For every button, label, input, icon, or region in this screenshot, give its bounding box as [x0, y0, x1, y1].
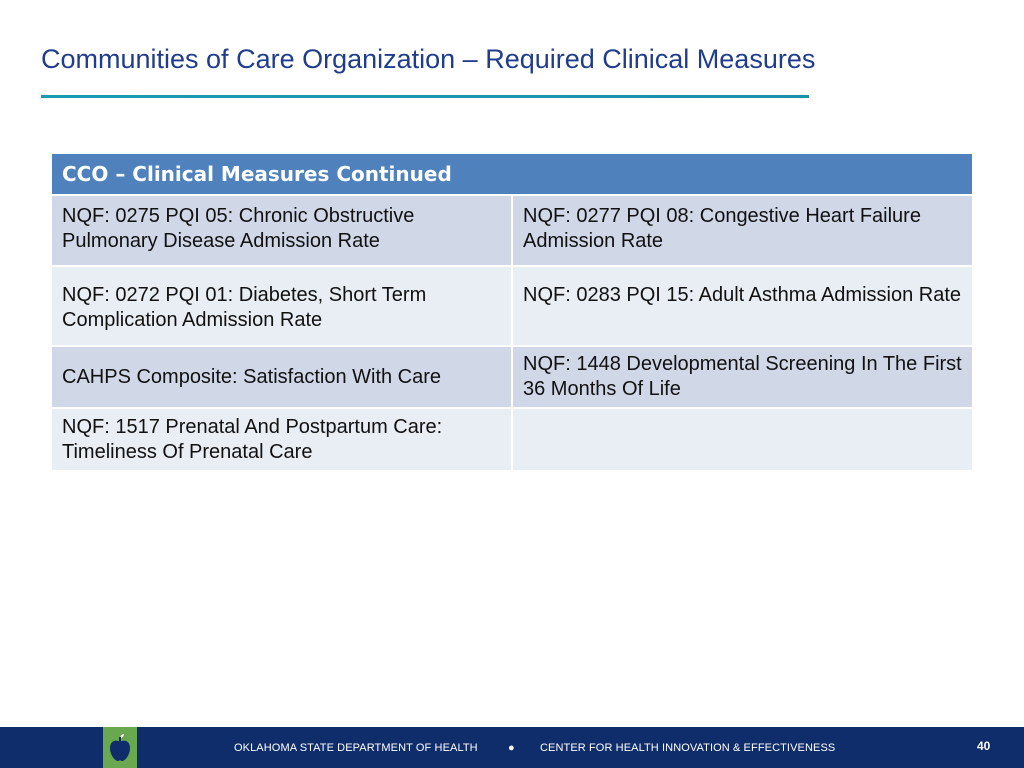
table-header: CCO – Clinical Measures Continued: [52, 154, 972, 195]
table-row: [52, 408, 972, 471]
table-cell: [512, 408, 972, 471]
footer-organization: OKLAHOMA STATE DEPARTMENT OF HEALTH: [234, 742, 478, 754]
page-title: Communities of Care Organization – Required Clinical Measures: [41, 44, 816, 74]
table-header-row: [52, 154, 972, 195]
table-row: [52, 195, 972, 266]
page-number: 40: [977, 739, 991, 753]
table-cell: NQF: 0275 PQI 05: Chronic Obstructive Pulmonary Disease Admission Rate: [52, 195, 512, 266]
table-row: [52, 346, 972, 408]
title-underline: [41, 95, 809, 98]
table-cell: NQF: 0272 PQI 01: Diabetes, Short Term Complication Admission Rate: [52, 266, 512, 346]
table-cell: NQF: 1517 Prenatal And Postpartum Care: Timeliness Of Prenatal Care: [52, 408, 512, 471]
table-cell: NQF: 0283 PQI 15: Adult Asthma Admission Rate: [512, 266, 972, 346]
apple-logo-icon: [103, 727, 137, 768]
table-row: [52, 266, 972, 346]
table-cell: NQF: 0277 PQI 08: Congestive Heart Failure Admission Rate: [512, 195, 972, 266]
clinical-measures-table: [52, 154, 972, 472]
footer-center-name: CENTER FOR HEALTH INNOVATION & EFFECTIVENESS: [540, 742, 836, 754]
footer-bar: [0, 727, 1024, 768]
table-cell: NQF: 1448 Developmental Screening In The First 36 Months Of Life: [512, 346, 972, 408]
table-cell: CAHPS Composite: Satisfaction With Care: [52, 346, 512, 408]
footer-separator: ●: [508, 742, 515, 754]
